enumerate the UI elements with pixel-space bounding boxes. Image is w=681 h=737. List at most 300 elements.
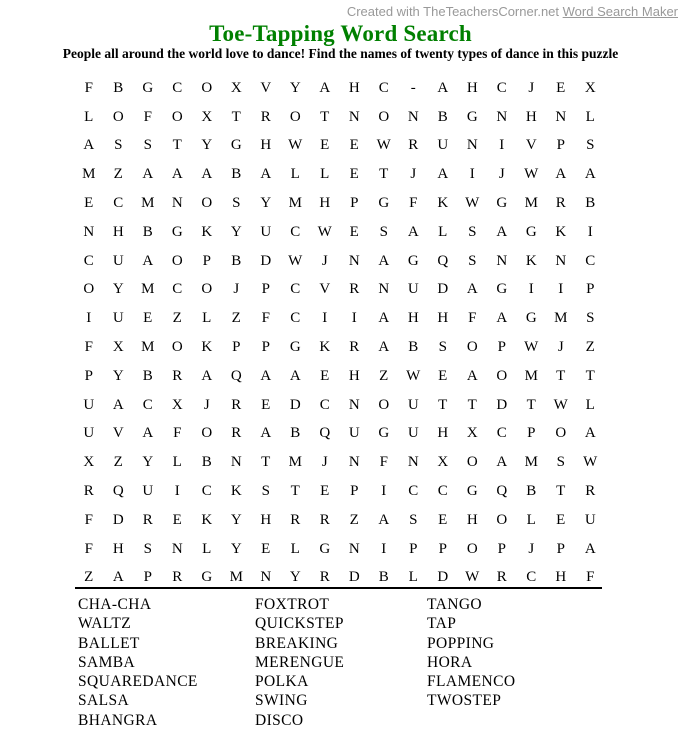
- word-list-item: FOXTROT: [255, 596, 330, 613]
- word-list-item: QUICKSTEP: [255, 615, 344, 633]
- word-list-item: TWOSTEP: [427, 692, 502, 710]
- word-list-item: SQUAREDANCE: [78, 673, 198, 691]
- word-list-item: WALTZ: [78, 615, 132, 633]
- grid-cell: E: [349, 137, 359, 154]
- grid-cell: O: [112, 108, 124, 125]
- grid-cell: E: [556, 511, 566, 528]
- grid-cell: T: [585, 367, 595, 384]
- grid-cell: J: [528, 79, 535, 96]
- grid-cell: N: [348, 454, 360, 471]
- grid-cell: W: [465, 569, 480, 586]
- grid-cell: F: [84, 339, 93, 356]
- grid-cell: Z: [585, 339, 595, 356]
- grid-cell: M: [141, 195, 155, 212]
- grid-cell: O: [466, 339, 478, 356]
- grid-cell: P: [556, 137, 565, 154]
- word-list-item: BALLET: [78, 634, 140, 652]
- grid-cell: Y: [142, 454, 154, 471]
- grid-cell: F: [586, 569, 595, 586]
- grid-cell: B: [408, 339, 419, 356]
- grid-cell: X: [83, 454, 95, 471]
- grid-cell: N: [171, 195, 183, 212]
- word-search-maker-link[interactable]: Word Search Maker: [562, 4, 678, 19]
- grid-cell: T: [172, 137, 182, 154]
- grid-cell: C: [113, 195, 124, 212]
- grid-cell: A: [142, 252, 154, 269]
- grid-cell: M: [288, 454, 302, 471]
- grid-cell: C: [437, 483, 448, 500]
- grid-cell: A: [260, 367, 272, 384]
- grid-cell: U: [437, 137, 449, 154]
- word-list-column-3: [427, 595, 618, 711]
- grid-cell: C: [201, 483, 212, 500]
- grid-cell: F: [409, 195, 418, 212]
- grid-cell: C: [172, 281, 183, 298]
- grid-cell: C: [496, 79, 507, 96]
- grid-cell: O: [171, 252, 183, 269]
- grid-cell: A: [466, 367, 478, 384]
- grid-cell: D: [289, 396, 301, 413]
- grid-cell: A: [142, 425, 154, 442]
- grid-cell: C: [496, 425, 507, 442]
- grid-cell: B: [231, 252, 242, 269]
- grid-cell: R: [260, 108, 271, 125]
- grid-cell: I: [174, 483, 180, 500]
- word-list-item: POPPING: [427, 634, 495, 652]
- grid-cell: Q: [230, 367, 242, 384]
- grid-cell: A: [260, 425, 272, 442]
- grid-cell: H: [525, 108, 537, 125]
- grid-cell: L: [172, 454, 182, 471]
- grid-cell: P: [497, 540, 506, 557]
- word-list-item: SALSA: [78, 692, 130, 710]
- grid-cell: R: [172, 367, 183, 384]
- grid-cell: I: [351, 310, 357, 327]
- grid-cell: R: [319, 569, 330, 586]
- grid-cell: I: [499, 137, 505, 154]
- grid-cell: P: [556, 540, 565, 557]
- grid-cell: Y: [230, 223, 242, 240]
- grid-cell: A: [407, 223, 419, 240]
- grid-cell: M: [82, 166, 96, 183]
- grid-cell: X: [584, 79, 596, 96]
- grid-cell: S: [261, 483, 270, 500]
- grid-cell: Y: [289, 569, 301, 586]
- grid-cell: M: [288, 195, 302, 212]
- grid-cell: L: [290, 166, 300, 183]
- word-list-item: SAMBA: [78, 653, 136, 671]
- grid-cell: N: [348, 108, 360, 125]
- grid-cell: O: [201, 195, 213, 212]
- grid-cell: E: [438, 367, 448, 384]
- grid-cell: N: [496, 252, 508, 269]
- grid-cell: L: [290, 540, 300, 557]
- grid-cell: S: [468, 252, 477, 269]
- grid-cell: B: [290, 425, 301, 442]
- grid-cell: M: [554, 310, 568, 327]
- grid-cell: G: [525, 310, 537, 327]
- grid-cell: C: [378, 79, 389, 96]
- grid-cell: Z: [379, 367, 389, 384]
- puzzle-grid: [74, 74, 605, 592]
- puzzle-instructions: People all around the world love to dance! Find the names of twenty types of dance in this puzzle: [62, 46, 619, 61]
- grid-cell: T: [467, 396, 477, 413]
- grid-cell: B: [526, 483, 537, 500]
- grid-cell: Y: [230, 511, 242, 528]
- grid-cell: T: [320, 108, 330, 125]
- grid-cell: Y: [201, 137, 213, 154]
- grid-cell: P: [350, 483, 359, 500]
- grid-cell: N: [348, 252, 360, 269]
- grid-cell: T: [290, 483, 300, 500]
- grid-cell: N: [407, 108, 419, 125]
- grid-cell: L: [84, 108, 94, 125]
- grid-cell: N: [348, 540, 360, 557]
- grid-cell: G: [466, 483, 478, 500]
- grid-cell: O: [555, 425, 567, 442]
- grid-cell: U: [584, 511, 596, 528]
- grid-cell: A: [112, 396, 124, 413]
- grid-cell: P: [143, 569, 152, 586]
- grid-cell: N: [171, 540, 183, 557]
- grid-cell: A: [201, 166, 213, 183]
- grid-cell: I: [381, 540, 387, 557]
- grid-cell: I: [381, 483, 387, 500]
- grid-cell: I: [558, 281, 564, 298]
- grid-cell: G: [230, 137, 242, 154]
- grid-cell: F: [84, 511, 93, 528]
- grid-cell: T: [231, 108, 241, 125]
- grid-cell: N: [230, 454, 242, 471]
- grid-cell: N: [496, 108, 508, 125]
- word-list-item: POLKA: [255, 673, 309, 691]
- grid-cell: G: [496, 195, 508, 212]
- grid-cell: X: [466, 425, 478, 442]
- word-list-item: SWING: [255, 692, 308, 710]
- grid-cell: X: [437, 454, 449, 471]
- grid-cell: A: [83, 137, 95, 154]
- grid-cell: O: [171, 339, 183, 356]
- grid-cell: M: [141, 281, 155, 298]
- grid-cell: W: [288, 137, 303, 154]
- grid-cell: L: [408, 569, 418, 586]
- grid-cell: N: [260, 569, 272, 586]
- grid-cell: P: [261, 281, 270, 298]
- grid-cell: Z: [113, 166, 123, 183]
- grid-cell: H: [555, 569, 567, 586]
- grid-cell: L: [585, 108, 595, 125]
- grid-cell: D: [112, 511, 124, 528]
- grid-cell: Q: [319, 425, 331, 442]
- grid-cell: H: [437, 310, 449, 327]
- grid-cell: C: [408, 483, 419, 500]
- grid-cell: A: [289, 367, 301, 384]
- grid-cell: Q: [112, 483, 124, 500]
- grid-cell: A: [584, 425, 596, 442]
- grid-cell: M: [524, 195, 538, 212]
- grid-cell: I: [86, 310, 92, 327]
- word-list-item: CHA-CHA: [78, 596, 152, 613]
- grid-cell: L: [320, 166, 330, 183]
- grid-cell: U: [83, 396, 95, 413]
- grid-cell: D: [437, 569, 449, 586]
- grid-cell: M: [141, 339, 155, 356]
- grid-cell: I: [528, 281, 534, 298]
- grid-cell: E: [172, 511, 182, 528]
- grid-cell: R: [349, 339, 360, 356]
- grid-cell: Z: [84, 569, 94, 586]
- grid-cell: D: [437, 281, 449, 298]
- grid-cell: O: [201, 79, 213, 96]
- grid-cell: M: [524, 367, 538, 384]
- word-list-item: BHANGRA: [78, 711, 158, 729]
- grid-cell: R: [349, 281, 360, 298]
- grid-cell: O: [496, 511, 508, 528]
- grid-cell: B: [437, 108, 448, 125]
- grid-cell: E: [349, 223, 359, 240]
- grid-cell: G: [319, 540, 331, 557]
- grid-cell: D: [260, 252, 272, 269]
- word-list-item: TANGO: [427, 596, 483, 613]
- grid-cell: D: [348, 569, 360, 586]
- grid-cell: W: [317, 223, 332, 240]
- grid-cell: F: [468, 310, 477, 327]
- grid-cell: P: [497, 339, 506, 356]
- word-list-column-1: [78, 595, 255, 730]
- grid-cell: Z: [113, 454, 123, 471]
- grid-cell: H: [112, 223, 124, 240]
- grid-cell: Y: [289, 79, 301, 96]
- grid-cell: C: [83, 252, 94, 269]
- grid-cell: S: [143, 540, 152, 557]
- grid-cell: L: [202, 310, 212, 327]
- grid-cell: E: [84, 195, 94, 212]
- grid-cell: K: [230, 483, 242, 500]
- grid-cell: B: [142, 367, 153, 384]
- grid-cell: Z: [172, 310, 182, 327]
- grid-cell: A: [555, 166, 567, 183]
- grid-cell: E: [261, 540, 271, 557]
- grid-cell: S: [409, 511, 418, 528]
- grid-cell: P: [409, 540, 418, 557]
- grid-cell: P: [84, 367, 93, 384]
- grid-cell: M: [524, 454, 538, 471]
- grid-cell: N: [555, 108, 567, 125]
- grid-cell: G: [496, 281, 508, 298]
- grid-cell: L: [526, 511, 536, 528]
- grid-cell: C: [290, 281, 301, 298]
- grid-cell: H: [319, 195, 331, 212]
- grid-cell: O: [496, 367, 508, 384]
- grid-cell: N: [555, 252, 567, 269]
- grid-cell: K: [201, 339, 213, 356]
- grid-cell: B: [231, 166, 242, 183]
- grid-cell: W: [376, 137, 391, 154]
- grid-cell: G: [142, 79, 154, 96]
- grid-cell: H: [466, 511, 478, 528]
- grid-cell: U: [407, 281, 419, 298]
- grid-cell: R: [290, 511, 301, 528]
- grid-cell: Y: [112, 367, 124, 384]
- grid-cell: S: [379, 223, 388, 240]
- grid-cell: A: [496, 454, 508, 471]
- grid-cell: E: [320, 137, 330, 154]
- grid-cell: A: [319, 79, 331, 96]
- grid-cell: G: [378, 195, 390, 212]
- word-list-item: FLAMENCO: [427, 673, 516, 691]
- grid-cell: C: [172, 79, 183, 96]
- grid-cell: I: [322, 310, 328, 327]
- puzzle-title: Toe-Tapping Word Search: [209, 21, 472, 46]
- grid-cell: R: [408, 137, 419, 154]
- grid-cell: P: [261, 339, 270, 356]
- grid-cell: Q: [437, 252, 449, 269]
- grid-cell: C: [142, 396, 153, 413]
- grid-cell: T: [556, 367, 566, 384]
- grid-cell: F: [84, 79, 93, 96]
- grid-cell: A: [584, 540, 596, 557]
- grid-cell: F: [173, 425, 182, 442]
- grid-cell: U: [407, 425, 419, 442]
- grid-cell: C: [290, 310, 301, 327]
- grid-cell: B: [585, 195, 596, 212]
- grid-cell: X: [112, 339, 124, 356]
- grid-cell: K: [437, 195, 449, 212]
- word-list-column-2: [255, 595, 427, 730]
- grid-cell: X: [201, 108, 213, 125]
- grid-cell: N: [348, 396, 360, 413]
- grid-cell: D: [496, 396, 508, 413]
- grid-cell: P: [586, 281, 595, 298]
- grid-cell: T: [379, 166, 389, 183]
- grid-cell: R: [142, 511, 153, 528]
- grid-cell: W: [288, 252, 303, 269]
- grid-cell: U: [348, 425, 360, 442]
- grid-cell: U: [260, 223, 272, 240]
- grid-cell: N: [407, 454, 419, 471]
- grid-cell: V: [319, 281, 331, 298]
- grid-cell: U: [142, 483, 154, 500]
- grid-cell: P: [232, 339, 241, 356]
- grid-cell: E: [438, 511, 448, 528]
- grid-cell: S: [556, 454, 565, 471]
- grid-cell: A: [112, 569, 124, 586]
- grid-cell: H: [466, 79, 478, 96]
- grid-cell: U: [407, 396, 419, 413]
- word-list-item: TAP: [427, 615, 457, 633]
- grid-cell: C: [526, 569, 537, 586]
- grid-cell: A: [496, 310, 508, 327]
- grid-cell: W: [465, 195, 480, 212]
- word-list-item: BREAKING: [255, 634, 339, 652]
- grid-cell: U: [112, 310, 124, 327]
- grid-cell: Z: [349, 511, 359, 528]
- grid-cell: J: [557, 339, 564, 356]
- grid-cell: K: [555, 223, 567, 240]
- grid-cell: E: [349, 166, 359, 183]
- grid-cell: S: [468, 223, 477, 240]
- grid-cell: Q: [496, 483, 508, 500]
- grid-cell: A: [496, 223, 508, 240]
- grid-cell: E: [320, 367, 330, 384]
- grid-cell: J: [528, 540, 535, 557]
- grid-cell: Z: [231, 310, 241, 327]
- grid-cell: E: [261, 396, 271, 413]
- grid-cell: K: [201, 511, 213, 528]
- grid-cell: X: [230, 79, 242, 96]
- grid-cell: R: [231, 396, 242, 413]
- grid-cell: G: [407, 252, 419, 269]
- grid-cell: S: [438, 339, 447, 356]
- grid-cell: W: [583, 454, 598, 471]
- grid-cell: P: [438, 540, 447, 557]
- grid-cell: G: [201, 569, 213, 586]
- grid-cell: V: [112, 425, 124, 442]
- grid-cell: G: [525, 223, 537, 240]
- grid-cell: E: [143, 310, 153, 327]
- grid-cell: T: [556, 483, 566, 500]
- grid-cell: A: [378, 310, 390, 327]
- grid-cell: G: [378, 425, 390, 442]
- grid-cell: B: [142, 223, 153, 240]
- grid-cell: V: [525, 137, 537, 154]
- grid-cell: V: [260, 79, 272, 96]
- grid-cell: O: [466, 540, 478, 557]
- grid-cell: A: [260, 166, 272, 183]
- grid-cell: J: [203, 396, 210, 413]
- word-list-divider: [75, 587, 602, 589]
- word-list-item: DISCO: [255, 711, 304, 729]
- attribution-text: [347, 4, 678, 19]
- grid-cell: M: [229, 569, 243, 586]
- grid-cell: G: [289, 339, 301, 356]
- grid-cell: J: [410, 166, 417, 183]
- grid-cell: S: [586, 137, 595, 154]
- grid-cell: F: [143, 108, 152, 125]
- word-list-item: HORA: [427, 653, 473, 671]
- grid-cell: P: [202, 252, 211, 269]
- grid-cell: G: [171, 223, 183, 240]
- grid-cell: N: [466, 137, 478, 154]
- grid-cell: W: [524, 339, 539, 356]
- word-list-item: MERENGUE: [255, 653, 345, 671]
- grid-cell: W: [406, 367, 421, 384]
- grid-cell: S: [114, 137, 123, 154]
- grid-cell: U: [83, 425, 95, 442]
- grid-cell: T: [526, 396, 536, 413]
- grid-cell: C: [585, 252, 596, 269]
- grid-cell: S: [232, 195, 241, 212]
- attribution-prefix: Created with TheTeachersCorner.net: [346, 4, 563, 19]
- grid-cell: E: [320, 483, 330, 500]
- grid-cell: G: [466, 108, 478, 125]
- grid-cell: U: [112, 252, 124, 269]
- grid-cell: R: [585, 483, 596, 500]
- grid-cell: S: [143, 137, 152, 154]
- grid-cell: T: [261, 454, 271, 471]
- grid-cell: L: [585, 396, 595, 413]
- grid-cell: A: [171, 166, 183, 183]
- grid-cell: B: [113, 79, 124, 96]
- grid-cell: H: [348, 367, 360, 384]
- grid-cell: C: [319, 396, 330, 413]
- grid-cell: H: [112, 540, 124, 557]
- grid-cell: A: [437, 79, 449, 96]
- grid-cell: O: [201, 281, 213, 298]
- grid-cell: H: [407, 310, 419, 327]
- grid-cell: H: [348, 79, 360, 96]
- grid-cell: K: [201, 223, 213, 240]
